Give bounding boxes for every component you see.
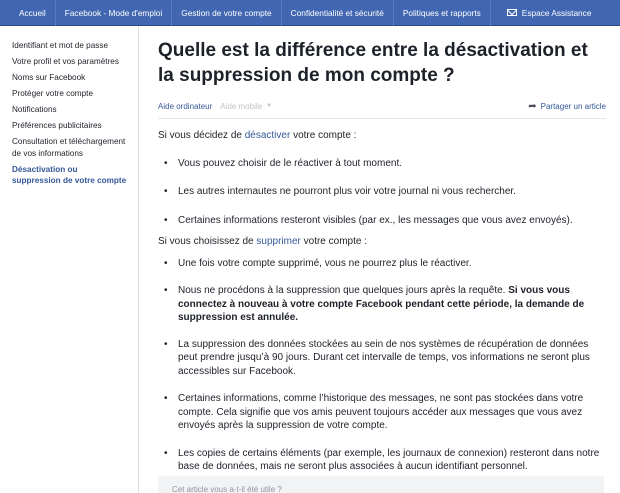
delete-link[interactable]: supprimer xyxy=(256,236,301,247)
sidebar-item-deactivate-delete[interactable]: Désactivation ou suppression de votre compte xyxy=(12,164,127,185)
nav-home[interactable]: Accueil xyxy=(19,7,46,18)
nav-separator xyxy=(55,0,56,26)
article-meta-bar xyxy=(158,100,606,112)
nav-account-management[interactable]: Gestion de votre compte xyxy=(181,7,272,18)
feedback-box xyxy=(158,476,604,493)
list-item: • Les autres internautes ne pourront plus voir votre journal ni vous rechercher. xyxy=(164,185,606,199)
top-navigation-bar xyxy=(0,0,620,26)
nav-facebook-guide[interactable]: Facebook - Mode d'emploi xyxy=(64,7,163,18)
divider xyxy=(158,118,606,119)
desktop-help-tab[interactable]: Aide ordinateur xyxy=(158,101,213,111)
nav-separator xyxy=(393,0,394,26)
delete-list xyxy=(158,257,606,474)
nav-support-label: Espace Assistance xyxy=(521,7,592,18)
page-title: Quelle est la différence entre la désactivation et la suppression de mon compte ? xyxy=(158,40,588,86)
list-item: • Certaines informations resteront visibles (par ex., les messages que vous avez envoyés). xyxy=(164,214,606,228)
intro-text: votre compte : xyxy=(300,236,367,247)
sidebar-item-download-info[interactable]: Consultation et téléchargement de vos informations xyxy=(12,137,126,158)
list-item: • Vous pouvez choisir de le réactiver à tout moment. xyxy=(164,157,606,171)
list-item: • Certaines informations, comme l’historique des messages, ne sont pas stockées dans votre compte. Cela signifie que vos amis peuvent toujours accéder aux messages que vous avez envoyés après la suppression de votre compte. xyxy=(164,392,606,433)
list-item-text: Nous ne procédons à la suppression que quelques jours après la requête. xyxy=(178,285,509,296)
list-item-bold-text: Si vous vous connectez à nouveau à votre compte Facebook pendant cette période, la demande de suppression est annulée. xyxy=(178,285,585,323)
share-arrow-icon: ➦ xyxy=(528,100,537,112)
sidebar-item-secure-account[interactable]: Protéger votre compte xyxy=(12,89,94,98)
deactivate-intro xyxy=(158,129,606,143)
delete-intro xyxy=(158,235,606,249)
intro-text: votre compte : xyxy=(290,130,357,141)
intro-text: Si vous décidez de xyxy=(158,130,245,141)
nav-separator xyxy=(281,0,282,26)
deactivate-link[interactable]: désactiver xyxy=(244,130,291,141)
sidebar-item-notifications[interactable]: Notifications xyxy=(12,105,57,114)
sidebar-item-login-password[interactable]: Identifiant et mot de passe xyxy=(12,41,109,50)
mobile-help-tab[interactable]: Aide mobile xyxy=(220,101,263,111)
article-body xyxy=(158,129,606,474)
share-article-button[interactable] xyxy=(528,101,606,112)
sidebar-item-ad-preferences[interactable]: Préférences publicitaires xyxy=(12,121,102,130)
share-label: Partager un article xyxy=(540,101,606,111)
sidebar-item-names[interactable]: Noms sur Facebook xyxy=(12,73,86,82)
list-item: • La suppression des données stockées au sein de nos systèmes de récupération de données peut prendre jusqu’à 90 jours. Durant cet intervalle de temps, vos informations ne seront plus accessibles sur Facebook. xyxy=(164,338,606,379)
envelope-icon xyxy=(507,9,517,16)
deactivate-list xyxy=(158,157,606,228)
nav-policies-reports[interactable]: Politiques et rapports xyxy=(402,7,481,18)
list-item xyxy=(164,284,606,325)
feedback-prompt: Cet article vous a-t-il été utile ? xyxy=(172,485,282,493)
list-item: • Une fois votre compte supprimé, vous ne pourrez plus le réactiver. xyxy=(164,257,606,271)
article xyxy=(158,26,606,474)
nav-separator xyxy=(171,0,172,26)
list-item: • Les copies de certains éléments (par exemple, les journaux de connexion) resteront dans notre base de données, mais ne seront plus associées à aucun identifiant personnel. xyxy=(164,447,606,474)
nav-separator xyxy=(490,0,491,26)
sidebar xyxy=(0,26,139,493)
nav-privacy-security[interactable]: Confidentialité et sécurité xyxy=(290,7,384,18)
intro-text: Si vous choisissez de xyxy=(158,236,257,247)
nav-support-inbox[interactable] xyxy=(507,8,592,18)
chevron-down-icon[interactable]: ▼ xyxy=(266,103,273,109)
sidebar-item-profile-settings[interactable]: Votre profil et vos paramètres xyxy=(12,57,119,66)
